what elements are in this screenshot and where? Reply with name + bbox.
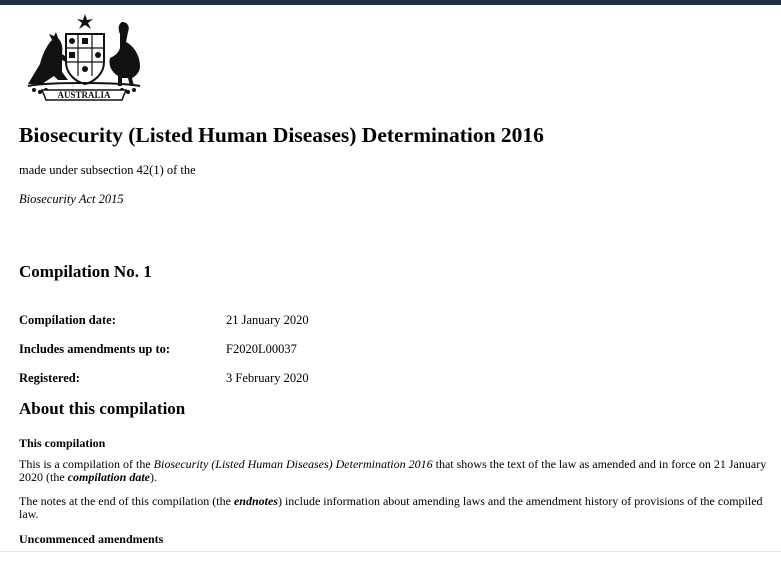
detail-label: Compilation date: xyxy=(19,313,116,327)
about-heading: About this compilation xyxy=(19,399,186,418)
page-bottom-cutoff xyxy=(0,551,781,565)
compilation-heading: Compilation No. 1 xyxy=(19,262,152,281)
detail-label: Includes amendments up to: xyxy=(19,342,171,356)
detail-value: F2020L00037 xyxy=(226,342,297,356)
detail-value: 21 January 2020 xyxy=(226,313,309,327)
detail-label: Registered: xyxy=(19,371,80,385)
page-divider xyxy=(0,551,781,552)
document-title: Biosecurity (Listed Human Diseases) Determination 2016 xyxy=(19,123,544,147)
paragraph-compilation: This is a compilation of the Biosecurity (Listed Human Diseases) Determination 2016 that shows the text of the law as amended and in force on 21 January 2020 (the compilation date). xyxy=(19,457,767,484)
this-compilation-heading: This compilation xyxy=(19,436,106,450)
crest-scroll-text: AUSTRALIA xyxy=(57,90,111,100)
uncommenced-heading: Uncommenced amendments xyxy=(19,532,164,546)
act-name: Biosecurity Act 2015 xyxy=(19,192,124,206)
detail-value: 3 February 2020 xyxy=(226,371,309,385)
coat-of-arms-icon xyxy=(18,12,148,104)
made-under-text: made under subsection 42(1) of the xyxy=(19,163,196,177)
australian-coat-of-arms xyxy=(18,12,148,104)
paragraph-endnotes: The notes at the end of this compilation (the endnotes) include information about amending laws and the amendment history of provisions of the compiled law. xyxy=(19,494,763,521)
